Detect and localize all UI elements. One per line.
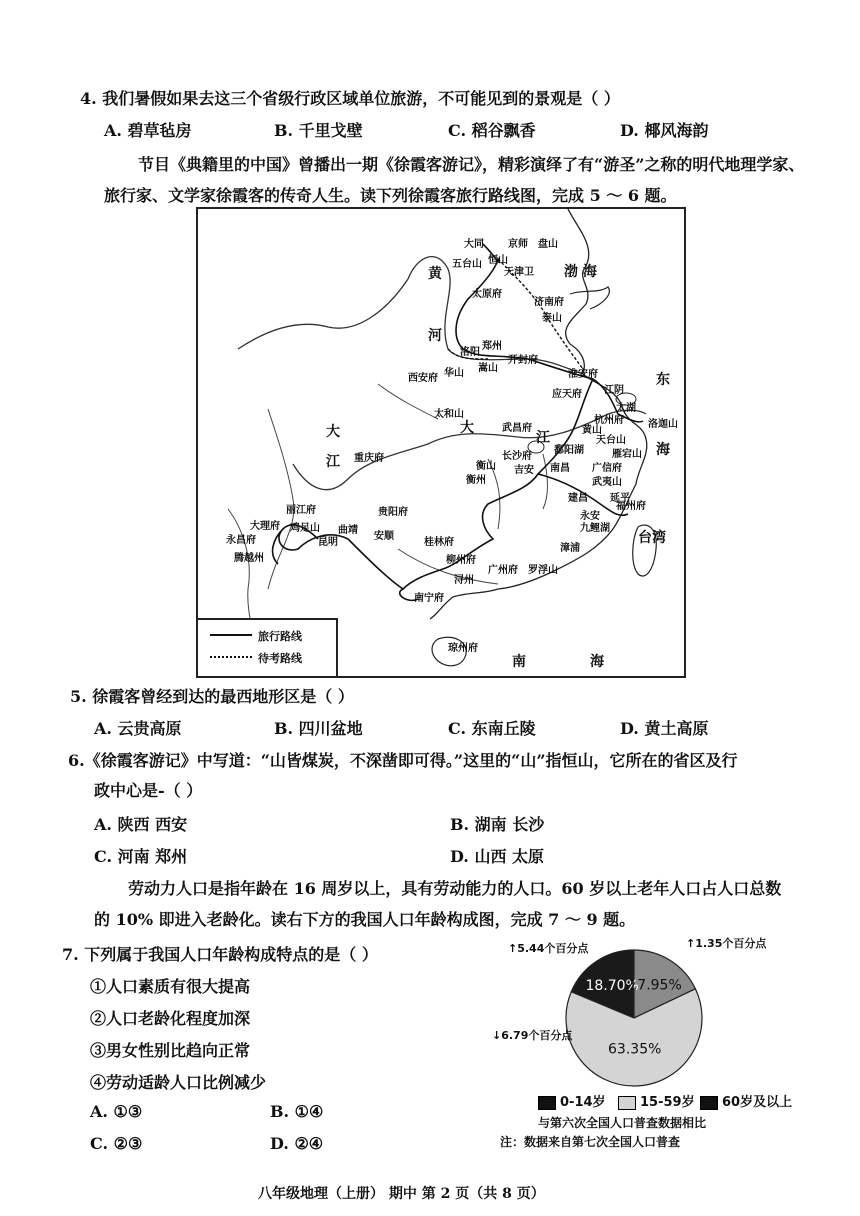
- map-label-taishan: 泰山: [542, 313, 562, 324]
- map-label-taiwan: 台湾: [638, 530, 666, 546]
- map-label-panshan: 盘山: [538, 239, 558, 250]
- map-label-he: 河: [428, 328, 442, 344]
- annotation-1: [686, 935, 766, 951]
- map-label-liuzhou: 柳州府: [446, 555, 476, 566]
- map-label-jianchang: 建昌: [568, 493, 588, 504]
- map-label-jiangyin: 江阴: [604, 385, 624, 396]
- q4-option-b[interactable]: B. 千里戈壁: [274, 121, 363, 140]
- map-label-wuchang: 武昌府: [502, 423, 532, 434]
- map-label-yongchang: 永昌府: [226, 535, 256, 546]
- gan-river: [543, 454, 548, 509]
- map-label-fuzhou: 福州府: [616, 501, 646, 512]
- map-label-chongqing: 重庆府: [354, 453, 384, 464]
- map-label-guangzhou: 广州府: [488, 565, 518, 576]
- map-label-guilin: 桂林府: [424, 537, 454, 548]
- map-label-nanning: 南宁府: [414, 593, 444, 604]
- legend-swatch-15-59: [618, 1096, 636, 1110]
- q5-stem: 5. 徐霞客曾经到达的最西地形区是（ ）: [70, 687, 354, 706]
- legend-swatch-0-14: [538, 1096, 556, 1110]
- q4-option-a[interactable]: A. 碧草毡房: [104, 121, 192, 140]
- legend-item-60-plus: [700, 1091, 792, 1110]
- legend-item-0-14: [538, 1091, 606, 1110]
- intro-7-9-line1: 劳动力人口是指年龄在 16 周岁以上，具有劳动能力的人口。60 岁以上老年人口占人口总数: [128, 879, 782, 898]
- q7-option-b[interactable]: B. ①④: [270, 1102, 324, 1121]
- pie-slices: [566, 950, 702, 1086]
- q5-option-d[interactable]: D. 黄土高原: [620, 719, 709, 738]
- map-label-jiang1: 江: [326, 454, 340, 470]
- map-label-taihu: 太湖: [616, 403, 636, 414]
- chart-caption: 与第六次全国人口普查数据相比: [538, 1116, 707, 1130]
- map-label-changsha: 长沙府: [502, 451, 532, 462]
- q5-option-b[interactable]: B. 四川盆地: [274, 719, 363, 738]
- map-label-dali: 大理府: [250, 521, 280, 532]
- q7-statement-3: ③男女性别比趋向正常: [90, 1041, 251, 1060]
- map-label-datong: 大同: [464, 239, 484, 250]
- map-label-taihe: 太和山: [434, 409, 464, 420]
- map-label-huang: 黄: [428, 266, 442, 282]
- legend-swatch-60-plus: [700, 1096, 718, 1110]
- map-label-tengyue: 腾越州: [234, 553, 264, 564]
- map-label-taiyuanfu: 太原府: [472, 289, 502, 300]
- map-label-yandang: 雁宕山: [612, 449, 642, 460]
- annotation-0: [508, 940, 588, 956]
- map-label-wutaishan: 五台山: [452, 259, 482, 270]
- q7-option-c[interactable]: C. ②③: [90, 1134, 143, 1153]
- map-label-bohai: 渤 海: [564, 264, 597, 280]
- annotation-2-arrow: ↓: [492, 1029, 502, 1042]
- map-label-jinanfu: 济南府: [534, 297, 564, 308]
- xu-xiake-route-map: [196, 207, 686, 678]
- annotation-1-text: 1.35个百分点: [695, 937, 767, 950]
- chart-note: 注：数据来自第七次全国人口普查: [500, 1135, 681, 1149]
- map-label-lijiang: 丽江府: [286, 505, 316, 516]
- q7-statement-4: ④劳动适龄人口比例减少: [90, 1073, 267, 1092]
- map-label-yongan: 永安: [580, 511, 600, 522]
- map-label-anshun: 安顺: [374, 531, 394, 542]
- map-label-dong: 东: [656, 372, 670, 388]
- map-label-jingshi: 京师: [508, 239, 528, 250]
- map-label-kaifengfu: 开封府: [508, 355, 538, 366]
- map-label-hengshan2: 衡山: [476, 461, 496, 472]
- map-label-huashan: 华山: [444, 368, 464, 379]
- map-label-jiang2: 江: [536, 430, 550, 446]
- q7-statement-2: ②人口老龄化程度加深: [90, 1009, 251, 1028]
- annotation-0-arrow: ↑: [508, 942, 518, 955]
- map-label-da1: 大: [326, 424, 340, 440]
- map-label-luojiashan: 洛迦山: [648, 419, 678, 430]
- q5-option-a[interactable]: A. 云贵高原: [94, 719, 182, 738]
- map-label-guangxin: 广信府: [592, 463, 622, 474]
- map-label-huangshan: 黄山: [582, 425, 602, 436]
- map-label-zhangpu: 漳浦: [560, 543, 580, 554]
- annotation-1-arrow: ↑: [686, 937, 696, 950]
- page-footer: 八年级地理（上册） 期中 第 2 页（共 8 页）: [258, 1186, 545, 1202]
- map-label-nanchang: 南昌: [550, 463, 570, 474]
- q6-option-d[interactable]: D. 山西 太原: [450, 847, 545, 866]
- map-label-xunzhou: 浔州: [454, 575, 474, 586]
- map-label-jiulongtan: 九鲤湖: [580, 523, 610, 534]
- q7-stem: 7. 下列属于我国人口年龄构成特点的是（ ）: [62, 945, 378, 964]
- map-label-hai: 海: [656, 442, 670, 458]
- intro-5-6-line1: 节目《典籍里的中国》曾播出一期《徐霞客游记》，精彩演绎了有“游圣”之称的明代地理学家、: [138, 155, 805, 174]
- map-label-jian: 吉安: [514, 465, 534, 476]
- pie-label-60-plus: 18.70%: [585, 978, 639, 995]
- legend-label-0-14: 0-14岁: [560, 1095, 606, 1110]
- map-label-huaianfu: 淮安府: [568, 369, 598, 380]
- annotation-2-text: 6.79个百分点: [501, 1029, 573, 1042]
- map-label-hangzhoufu: 杭州府: [594, 415, 624, 426]
- q4-stem: 4. 我们暑假如果去这三个省级行政区域单位旅游，不可能见到的景观是（ ）: [80, 89, 620, 108]
- map-label-xianfu: 西安府: [408, 373, 438, 384]
- legend-solid-line: [210, 634, 252, 636]
- q6-stem-line1: 6.《徐霞客游记》中写道：“山皆煤炭，不深凿即可得。”这里的“山”指恒山，它所在的省区及行: [68, 751, 738, 770]
- map-label-zhengzhou: 郑州: [482, 341, 502, 352]
- legend-label-15-59: 15-59岁: [640, 1095, 695, 1110]
- intro-5-6-line2: 旅行家、文学家徐霞客的传奇人生。读下列徐霞客旅行路线图，完成 5 ～ 6 题。: [104, 186, 677, 205]
- map-label-hai2: 海: [590, 654, 604, 670]
- map-label-jizu: 鸡足山: [290, 523, 320, 534]
- q6-option-b[interactable]: B. 湖南 长沙: [450, 815, 545, 834]
- map-label-da2: 大: [460, 420, 474, 436]
- q6-option-c[interactable]: C. 河南 郑州: [94, 847, 188, 866]
- map-label-hengzhou: 衡州: [466, 475, 486, 486]
- map-label-guiyang: 贵阳府: [378, 507, 408, 518]
- q4-option-d[interactable]: D. 椰风海韵: [620, 121, 709, 140]
- legend-travel-label: 旅行路线: [258, 630, 302, 643]
- map-label-luofushan: 罗浮山: [528, 565, 558, 576]
- map-label-qiongzhou: 琼州府: [448, 643, 478, 654]
- legend-dashed-line: [210, 656, 252, 658]
- q4-option-c[interactable]: C. 稻谷飘香: [448, 121, 536, 140]
- jinsha-river: [268, 409, 294, 589]
- map-label-yingtianfu: 应天府: [552, 389, 582, 400]
- q6-stem-line2: 政中心是-（ ）: [94, 781, 203, 800]
- map-label-yanping: 延平: [610, 493, 630, 504]
- pie-label-15-59: 63.35%: [608, 1041, 662, 1058]
- map-legend: [198, 618, 338, 676]
- map-label-tiantai: 天台山: [596, 435, 626, 446]
- q6-option-a[interactable]: A. 陕西 西安: [94, 815, 188, 834]
- q7-option-d[interactable]: D. ②④: [270, 1134, 324, 1153]
- q5-option-c[interactable]: C. 东南丘陵: [448, 719, 536, 738]
- intro-7-9-line2: 的 10% 即进入老龄化。读右下方的我国人口年龄构成图，完成 7 ～ 9 题。: [94, 910, 636, 929]
- map-label-poyanghu: 鄱阳湖: [554, 445, 584, 456]
- map-label-qujing: 曲靖: [338, 525, 358, 536]
- map-label-nan: 南: [512, 654, 526, 670]
- map-label-tianjinwei: 天津卫: [504, 267, 534, 278]
- annotation-2: [492, 1027, 572, 1043]
- legend-item-15-59: [618, 1091, 695, 1110]
- annotation-0-text: 5.44个百分点: [517, 942, 589, 955]
- q7-option-a[interactable]: A. ①③: [90, 1102, 143, 1121]
- legend-label-60-plus: 60岁及以上: [722, 1095, 793, 1110]
- shandong-coast: [570, 287, 609, 309]
- pie-label-0-14: 17.95%: [628, 977, 682, 994]
- map-label-wuyishan: 武夷山: [592, 477, 622, 488]
- map-label-kunming: 昆明: [318, 537, 338, 548]
- han-river: [378, 384, 438, 419]
- map-label-hengshan: 恒山: [488, 255, 508, 266]
- map-label-songshan: 嵩山: [478, 363, 498, 374]
- legend-planned-label: 待考路线: [258, 652, 302, 665]
- map-label-luoyang: 洛阳: [460, 347, 480, 358]
- q7-statement-1: ①人口素质有很大提高: [90, 977, 251, 996]
